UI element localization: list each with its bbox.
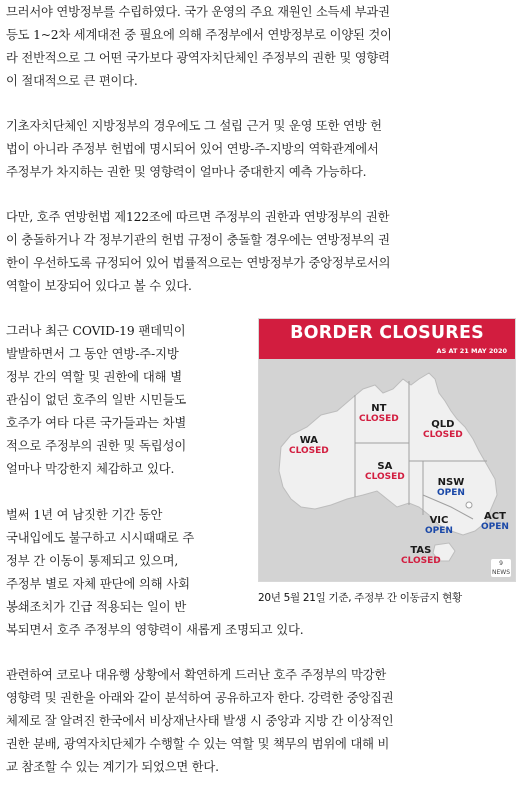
state-label-nsw	[437, 477, 465, 499]
state-name: NSW	[437, 477, 465, 488]
state-name: ACT	[484, 511, 506, 522]
text-line: 봉쇄조치가 긴급 적용되는 일이 반	[6, 600, 187, 614]
state-label-wa	[289, 435, 329, 457]
text-line: 벌써 1년 여 남짓한 기간 동안	[6, 508, 163, 522]
text-line: 적으로 주정부의 권한 및 독립성이	[6, 439, 187, 453]
text-line: 복되면서 호주 주정부의 영향력이 새롭게 조명되고 있다.	[6, 623, 304, 637]
text-line: 관련하여 코로나 대유행 상황에서 확연하게 드러난 호주 주정부의 막강한	[6, 668, 387, 682]
figure-title: BORDER CLOSURES	[290, 323, 484, 343]
text-line: 라 전반적으로 그 어떤 국가보다 광역자치단체인 주정부의 권한 및 영향력	[6, 51, 390, 65]
act-marker	[466, 502, 472, 508]
state-status: CLOSED	[423, 430, 463, 440]
state-status: CLOSED	[401, 556, 441, 566]
state-label-qld	[423, 419, 463, 441]
text-line: 한이 우선하도록 규정되어 있어 법률적으로는 연방정부가 중앙정부로서의	[6, 256, 391, 270]
state-status: OPEN	[481, 522, 509, 532]
state-name: VIC	[429, 515, 449, 526]
text-line: 국내입에도 불구하고 시시때때로 주	[6, 531, 195, 545]
text-line: 호주가 여타 다른 국가들과는 차별	[6, 416, 187, 430]
channel-logo-text: 9 NEWS	[491, 560, 511, 576]
text-line: 발발하면서 그 동안 연방-주-지방	[6, 347, 179, 361]
state-name: NT	[371, 403, 387, 414]
border-closures-figure	[258, 318, 516, 582]
text-line: 정부 간 이동이 통제되고 있으며,	[6, 554, 179, 568]
state-label-sa	[365, 461, 405, 483]
text-line: 정부 간의 역할 및 권한에 대해 별	[6, 370, 182, 384]
text-line: 영향력 및 권한을 아래와 같이 분석하여 공유하고자 한다. 강력한 중앙집권	[6, 691, 394, 705]
state-label-nt	[359, 403, 399, 425]
state-name: SA	[377, 461, 393, 472]
text-line: 얼마나 막강한지 체감하고 있다.	[6, 462, 175, 476]
text-line: 기초자치단체인 지방정부의 경우에도 그 설립 근거 및 운영 또한 연방 헌	[6, 119, 382, 133]
state-name: TAS	[410, 545, 432, 556]
state-status: OPEN	[425, 526, 453, 536]
figure-subtitle: AS AT 21 MAY 2020	[436, 347, 507, 355]
text-line: 권한 분배, 광역자치단체가 수행할 수 있는 역할 및 책무의 범위에 대해 비	[6, 737, 390, 751]
text-line: 역할이 보장되어 있다고 볼 수 있다.	[6, 279, 192, 293]
text-line: 이 절대적으로 큰 편이다.	[6, 74, 138, 88]
text-line-content: 그러나 최근 COVID-19 팬데믹이	[6, 324, 186, 338]
text-line: 주정부가 차지하는 권한 및 영향력이 얼마나 중대한지 예측 가능하다.	[6, 165, 367, 179]
text-line	[6, 323, 186, 339]
state-label-act	[481, 511, 509, 533]
figure-banner	[259, 319, 515, 359]
state-status: CLOSED	[365, 472, 405, 482]
text-line: 등도 1~2차 세계대전 중 필요에 의해 주정부에서 연방정부로 이양된 것이	[6, 28, 392, 42]
text-line: 법이 아니라 주정부 헌법에 명시되어 있어 연방-주-지방의 역학관계에서	[6, 142, 379, 156]
text-line: 관심이 없던 호주의 일반 시민들도	[6, 393, 187, 407]
text-line: 므러서야 연방정부를 수립하였다. 국가 운영의 주요 재원인 소득세 부과권	[6, 5, 390, 19]
state-status: OPEN	[437, 488, 465, 498]
text-line: 다만, 호주 연방헌법 제122조에 따르면 주정부의 권한과 연방정부의 권한	[6, 210, 390, 224]
figure-caption: 20년 5월 21일 기준, 주정부 간 이동금지 현황	[258, 592, 462, 604]
text-line: 교 참조할 수 있는 계기가 되었으면 한다.	[6, 760, 219, 774]
state-status: CLOSED	[359, 414, 399, 424]
channel-logo	[491, 559, 511, 577]
text-line: 체제로 잘 알려진 한국에서 비상재난사태 발생 시 중앙과 지방 간 이상적인	[6, 714, 394, 728]
state-label-vic	[425, 515, 453, 537]
text-line: 주정부 별로 자체 판단에 의해 사회	[6, 577, 190, 591]
text-line: 이 충돌하거나 각 정부기관의 헌법 규정이 충돌할 경우에는 연방정부의 권	[6, 233, 390, 247]
state-name: WA	[299, 435, 319, 446]
state-name: QLD	[431, 419, 455, 430]
state-label-tas	[401, 545, 441, 567]
state-status: CLOSED	[289, 446, 329, 456]
